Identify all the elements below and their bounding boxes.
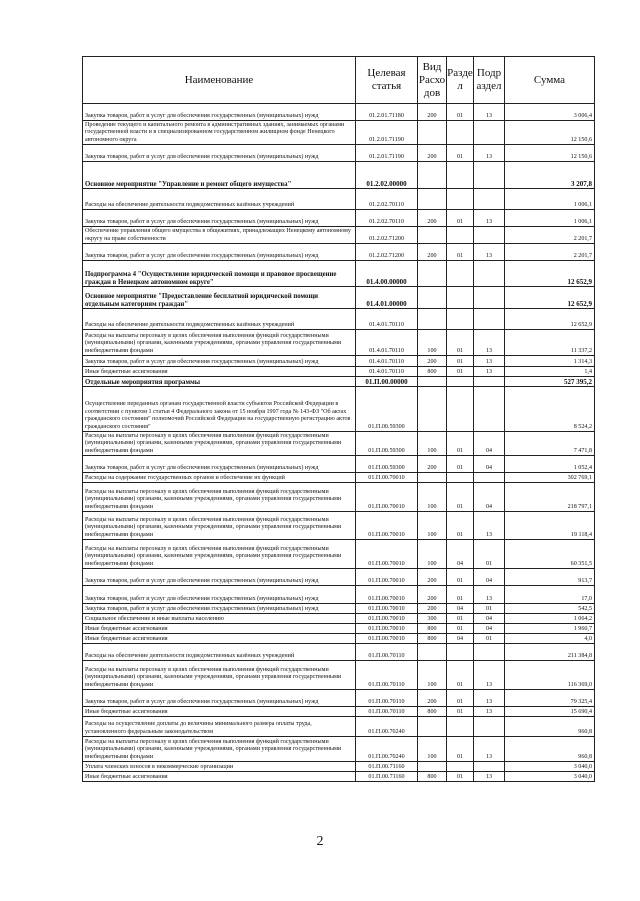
row-sum-cell: 12 652,9 [505,287,595,309]
row-subsection-cell [474,309,505,330]
row-subsection-cell: 13 [474,737,505,762]
row-sum-cell: 17,0 [505,586,595,604]
row-target-article-cell: 01.П.00.70110 [356,707,418,717]
row-expense-type-cell: 100 [418,483,447,512]
row-target-article-cell: 01.П.00.71160 [356,762,418,772]
row-target-article-cell: 01.П.00.70010 [356,569,418,586]
row-expense-type-cell [418,717,447,737]
row-expense-type-cell [418,287,447,309]
row-expense-type-cell: 800 [418,772,447,782]
table-row [83,473,595,483]
row-name-cell: Расходы на выплаты персоналу в целях обеспечения выполнения функций государственными (муниципальными) органами, казенными учреждениями, органами управления государственными внебюджетными фондами [83,661,356,690]
row-section-cell [447,473,474,483]
row-subsection-cell [474,644,505,661]
row-sum-cell: 3 040,0 [505,762,595,772]
row-target-article-cell: 01.П.00.70010 [356,614,418,624]
row-name-cell: Закупка товаров, работ и услуг для обеспечения государственных (муниципальных) нужд [83,244,356,261]
table-header-row [83,57,595,104]
row-expense-type-cell: 200 [418,145,447,162]
row-name-cell: Закупка товаров, работ и услуг для обеспечения государственных (муниципальных) нужд [83,456,356,473]
row-target-article-cell: 01.2.02.70110 [356,189,418,210]
table-row [83,261,595,287]
row-subsection-cell [474,189,505,210]
row-subsection-cell: 13 [474,512,505,540]
row-section-cell: 01 [447,145,474,162]
table-row [83,210,595,227]
table-row [83,690,595,707]
table-body [83,104,595,782]
row-subsection-cell: 04 [474,483,505,512]
row-expense-type-cell: 800 [418,707,447,717]
row-section-cell [447,762,474,772]
table-row [83,387,595,432]
row-name-cell: Иные бюджетные ассигнования [83,624,356,634]
row-expense-type-cell: 200 [418,604,447,614]
row-section-cell [447,387,474,432]
row-subsection-cell: 13 [474,772,505,782]
row-target-article-cell: 01.П.00.70010 [356,604,418,614]
row-name-cell: Основное мероприятие "Предоставление бесплатной юридической помощи отдельным категориям граждан" [83,287,356,309]
row-section-cell: 04 [447,540,474,569]
table-row [83,121,595,145]
table-row [83,540,595,569]
row-section-cell [447,377,474,387]
row-sum-cell: 60 351,5 [505,540,595,569]
row-target-article-cell: 01.П.00.70110 [356,644,418,661]
row-section-cell: 01 [447,614,474,624]
row-subsection-cell: 01 [474,604,505,614]
row-name-cell: Проведение текущего и капитального ремонта в административных зданиях, занимаемых органами государственной власти и в специализированном государственном жилищном фонде Ненецкого автономного округа [83,121,356,145]
row-section-cell: 01 [447,569,474,586]
row-target-article-cell: 01.П.00.70010 [356,586,418,604]
row-expense-type-cell [418,162,447,189]
row-subsection-cell: 13 [474,586,505,604]
row-target-article-cell: 01.П.00.70010 [356,540,418,569]
budget-table [82,56,595,782]
row-subsection-cell [474,121,505,145]
row-expense-type-cell: 100 [418,512,447,540]
row-subsection-cell: 13 [474,367,505,377]
table-row [83,309,595,330]
row-expense-type-cell: 300 [418,614,447,624]
row-name-cell: Социальное обеспечение и иные выплаты населению [83,614,356,624]
row-section-cell: 01 [447,244,474,261]
row-target-article-cell: 01.П.00.70110 [356,661,418,690]
row-target-article-cell: 01.2.01.71190 [356,121,418,145]
row-name-cell: Расходы на выплаты персоналу в целях обеспечения выполнения функций государственными (муниципальными) органами, казенными учреждениями, органами управления государственными внебюджетными фондами [83,540,356,569]
row-sum-cell: 3 006,4 [505,104,595,121]
row-sum-cell: 116 369,0 [505,661,595,690]
row-name-cell: Осуществление переданных органам государственной власти субъектов Российской Федерации в соответствии с пунктом 1 статьи 4 Федерального закона от 15 ноября 1997 года № 143-ФЗ "Об актах гражданского состояния" полномочий Российской Федерации на государственную регистрацию актов гражданского состояния" [83,387,356,432]
row-subsection-cell [474,227,505,244]
row-name-cell: Расходы на выплаты персоналу в целях обеспечения выполнения функций государственными (муниципальными) органами, казенными учреждениями, органами управления государственными внебюджетными фондами [83,737,356,762]
table-row [83,604,595,614]
row-name-cell: Закупка товаров, работ и услуг для обеспечения государственных (муниципальных) нужд [83,569,356,586]
page-number: 2 [316,834,324,849]
row-section-cell: 01 [447,661,474,690]
row-target-article-cell: 01.П.00.71160 [356,772,418,782]
row-target-article-cell: 01.4.01.70110 [356,367,418,377]
row-expense-type-cell: 100 [418,540,447,569]
row-sum-cell: 1 006,1 [505,210,595,227]
table-row [83,586,595,604]
row-sum-cell: 527 395,2 [505,377,595,387]
row-subsection-cell: 13 [474,356,505,367]
row-target-article-cell: 01.П.00.70010 [356,624,418,634]
row-name-cell: Расходы на обеспечение деятельности подведомственных казённых учреждений [83,189,356,210]
row-expense-type-cell: 100 [418,432,447,456]
row-sum-cell: 218 797,1 [505,483,595,512]
row-name-cell: Обеспечение управления общего имущества в общежитиях, принадлежащих Ненецкому автономному округу на праве собственности [83,227,356,244]
row-subsection-cell: 01 [474,634,505,644]
row-subsection-cell: 04 [474,432,505,456]
row-name-cell: Расходы на выплаты персоналу в целях обеспечения выполнения функций государственными (муниципальными) органами, казенными учреждениями, органами управления государственными внебюджетными фондами [83,483,356,512]
row-section-cell [447,717,474,737]
row-sum-cell: 960,8 [505,717,595,737]
row-expense-type-cell [418,189,447,210]
table-row [83,244,595,261]
row-target-article-cell: 01.П.00.59300 [356,387,418,432]
row-target-article-cell: 01.П.00.70010 [356,634,418,644]
row-subsection-cell [474,162,505,189]
row-name-cell: Закупка товаров, работ и услуг для обеспечения государственных (муниципальных) нужд [83,210,356,227]
row-sum-cell: 542,5 [505,604,595,614]
table-row [83,432,595,456]
row-name-cell: Расходы на выплаты персоналу в целях обеспечения выполнения функций государственными (муниципальными) органами, казенными учреждениями, органами управления государственными внебюджетными фондами [83,432,356,456]
row-name-cell: Основное мероприятие "Управление и ремонт общего имущества" [83,162,356,189]
header-name: Наименование [83,57,356,104]
row-target-article-cell: 01.2.01.71180 [356,104,418,121]
row-expense-type-cell [418,377,447,387]
row-section-cell: 01 [447,432,474,456]
row-expense-type-cell: 100 [418,737,447,762]
row-section-cell: 01 [447,586,474,604]
table-row [83,762,595,772]
row-expense-type-cell [418,227,447,244]
row-name-cell: Расходы на выплаты персоналу в целях обеспечения выполнения функций государственными (муниципальными) органами, казенными учреждениями, органами управления государственными внебюджетными фондами [83,330,356,356]
row-sum-cell: 12 652,9 [505,261,595,287]
row-expense-type-cell: 200 [418,456,447,473]
row-expense-type-cell: 800 [418,367,447,377]
row-subsection-cell: 13 [474,210,505,227]
row-expense-type-cell [418,309,447,330]
row-target-article-cell: 01.П.00.70110 [356,690,418,707]
row-subsection-cell [474,287,505,309]
row-subsection-cell: 13 [474,330,505,356]
row-target-article-cell: 01.2.02.71200 [356,227,418,244]
table-row [83,772,595,782]
row-subsection-cell: 04 [474,624,505,634]
row-section-cell [447,121,474,145]
row-name-cell: Подпрограмма 4 "Осуществление юридической помощи и правовое просвещение граждан в Ненецком автономном округе" [83,261,356,287]
table-row [83,162,595,189]
row-section-cell: 01 [447,483,474,512]
table-row [83,634,595,644]
row-name-cell: Расходы на осуществление доплаты до величины минимального размера оплаты труда, установленного федеральным законодательством [83,717,356,737]
row-section-cell [447,162,474,189]
row-name-cell: Иные бюджетные ассигнования [83,634,356,644]
row-sum-cell: 7 471,8 [505,432,595,456]
row-subsection-cell: 13 [474,104,505,121]
header-target-article: Целевая статья [356,57,418,104]
row-subsection-cell: 13 [474,707,505,717]
row-sum-cell: 19 118,4 [505,512,595,540]
row-expense-type-cell [418,473,447,483]
row-expense-type-cell [418,644,447,661]
row-name-cell: Расходы на обеспечение деятельности подведомственных казённых учреждений [83,309,356,330]
row-expense-type-cell: 200 [418,586,447,604]
row-section-cell: 01 [447,367,474,377]
row-section-cell: 04 [447,604,474,614]
row-expense-type-cell: 200 [418,244,447,261]
table-row [83,330,595,356]
header-sum: Сумма [505,57,595,104]
row-name-cell: Закупка товаров, работ и услуг для обеспечения государственных (муниципальных) нужд [83,356,356,367]
table-row [83,356,595,367]
header-section: Разде л [447,57,474,104]
table-row [83,287,595,309]
row-target-article-cell: 01.4.01.70110 [356,309,418,330]
table-row [83,737,595,762]
row-target-article-cell: 01.4.01.70110 [356,330,418,356]
row-sum-cell: 2 201,7 [505,244,595,261]
row-section-cell [447,287,474,309]
row-target-article-cell: 01.2.02.00000 [356,162,418,189]
row-section-cell: 01 [447,456,474,473]
row-name-cell: Закупка товаров, работ и услуг для обеспечения государственных (муниципальных) нужд [83,604,356,614]
row-target-article-cell: 01.4.01.00000 [356,287,418,309]
row-target-article-cell: 01.П.00.70240 [356,737,418,762]
row-target-article-cell: 01.П.00.70010 [356,483,418,512]
row-section-cell: 01 [447,104,474,121]
row-expense-type-cell: 100 [418,661,447,690]
row-section-cell: 01 [447,210,474,227]
row-sum-cell: 12 150,6 [505,145,595,162]
row-subsection-cell [474,261,505,287]
row-name-cell: Расходы на обеспечение деятельности подведомственных казённых учреждений [83,644,356,661]
row-sum-cell: 79 325,4 [505,690,595,707]
row-name-cell: Расходы на содержание государственных органов и обеспечение их функций [83,473,356,483]
row-subsection-cell [474,762,505,772]
row-sum-cell: 12 652,9 [505,309,595,330]
row-section-cell: 01 [447,737,474,762]
row-name-cell: Закупка товаров, работ и услуг для обеспечения государственных (муниципальных) нужд [83,586,356,604]
row-sum-cell: 1,4 [505,367,595,377]
row-expense-type-cell: 800 [418,634,447,644]
row-sum-cell: 1 052,4 [505,456,595,473]
row-section-cell: 01 [447,624,474,634]
row-subsection-cell [474,717,505,737]
row-subsection-cell: 13 [474,661,505,690]
row-target-article-cell: 01.П.00.59300 [356,456,418,473]
row-subsection-cell: 13 [474,244,505,261]
row-sum-cell: 1 064,2 [505,614,595,624]
row-expense-type-cell [418,261,447,287]
row-section-cell: 04 [447,634,474,644]
row-section-cell: 01 [447,512,474,540]
row-sum-cell: 3 040,0 [505,772,595,782]
table-row [83,377,595,387]
row-sum-cell: 11 337,2 [505,330,595,356]
table-row [83,614,595,624]
row-subsection-cell: 04 [474,569,505,586]
row-subsection-cell: 13 [474,690,505,707]
row-sum-cell: 4,0 [505,634,595,644]
row-sum-cell: 1 314,3 [505,356,595,367]
row-sum-cell: 3 207,8 [505,162,595,189]
row-section-cell [447,227,474,244]
row-subsection-cell: 04 [474,456,505,473]
row-name-cell: Закупка товаров, работ и услуг для обеспечения государственных (муниципальных) нужд [83,690,356,707]
row-expense-type-cell: 100 [418,330,447,356]
row-section-cell: 01 [447,330,474,356]
row-expense-type-cell [418,121,447,145]
row-expense-type-cell [418,387,447,432]
row-sum-cell: 15 690,4 [505,707,595,717]
row-target-article-cell: 01.4.00.00000 [356,261,418,287]
row-target-article-cell: 01.П.00.00000 [356,377,418,387]
table-row [83,644,595,661]
row-target-article-cell: 01.2.02.71200 [356,244,418,261]
row-section-cell: 01 [447,356,474,367]
table-row [83,189,595,210]
row-section-cell: 01 [447,707,474,717]
row-section-cell [447,644,474,661]
row-sum-cell: 960,8 [505,737,595,762]
row-section-cell: 01 [447,690,474,707]
table-row [83,367,595,377]
row-name-cell: Закупка товаров, работ и услуг для обеспечения государственных (муниципальных) нужд [83,145,356,162]
row-sum-cell: 1 006,1 [505,189,595,210]
row-expense-type-cell: 200 [418,690,447,707]
row-section-cell [447,261,474,287]
row-sum-cell: 302 769,1 [505,473,595,483]
table-row [83,145,595,162]
row-subsection-cell: 04 [474,614,505,624]
table-row [83,456,595,473]
table-row [83,624,595,634]
row-expense-type-cell: 200 [418,569,447,586]
row-expense-type-cell [418,762,447,772]
row-target-article-cell: 01.4.01.70110 [356,356,418,367]
row-section-cell [447,189,474,210]
row-name-cell: Уплата членских взносов в некоммерческие организации [83,762,356,772]
row-name-cell: Иные бюджетные ассигнования [83,367,356,377]
header-expense-type: Вид Расхо дов [418,57,447,104]
row-name-cell: Иные бюджетные ассигнования [83,707,356,717]
row-subsection-cell [474,473,505,483]
row-name-cell: Закупка товаров, работ и услуг для обеспечения государственных (муниципальных) нужд [83,104,356,121]
row-section-cell [447,309,474,330]
row-name-cell: Расходы на выплаты персоналу в целях обеспечения выполнения функций государственными (муниципальными) органами, казенными учреждениями, органами управления государственными внебюджетными фондами [83,512,356,540]
table-row [83,717,595,737]
table-row [83,707,595,717]
row-target-article-cell: 01.П.00.70010 [356,512,418,540]
row-target-article-cell: 01.П.00.70010 [356,473,418,483]
row-subsection-cell [474,387,505,432]
table-row [83,483,595,512]
row-target-article-cell: 01.2.01.71190 [356,145,418,162]
row-subsection-cell: 01 [474,540,505,569]
table-row [83,569,595,586]
row-subsection-cell: 13 [474,145,505,162]
row-expense-type-cell: 200 [418,104,447,121]
row-sum-cell: 2 201,7 [505,227,595,244]
row-sum-cell: 8 524,2 [505,387,595,432]
row-sum-cell: 1 960,7 [505,624,595,634]
row-expense-type-cell: 200 [418,356,447,367]
row-target-article-cell: 01.П.00.59300 [356,432,418,456]
row-expense-type-cell: 800 [418,624,447,634]
table-row [83,227,595,244]
row-name-cell: Иные бюджетные ассигнования [83,772,356,782]
row-sum-cell: 211 384,8 [505,644,595,661]
table-row [83,104,595,121]
row-sum-cell: 913,7 [505,569,595,586]
row-subsection-cell [474,377,505,387]
row-expense-type-cell: 200 [418,210,447,227]
row-section-cell: 01 [447,772,474,782]
row-target-article-cell: 01.П.00.70240 [356,717,418,737]
budget-sheet [82,56,594,782]
row-name-cell: Отдельные мероприятия программы [83,377,356,387]
row-target-article-cell: 01.2.02.70110 [356,210,418,227]
row-sum-cell: 12 150,6 [505,121,595,145]
table-row [83,661,595,690]
table-row [83,512,595,540]
header-subsection: Подр аздел [474,57,505,104]
